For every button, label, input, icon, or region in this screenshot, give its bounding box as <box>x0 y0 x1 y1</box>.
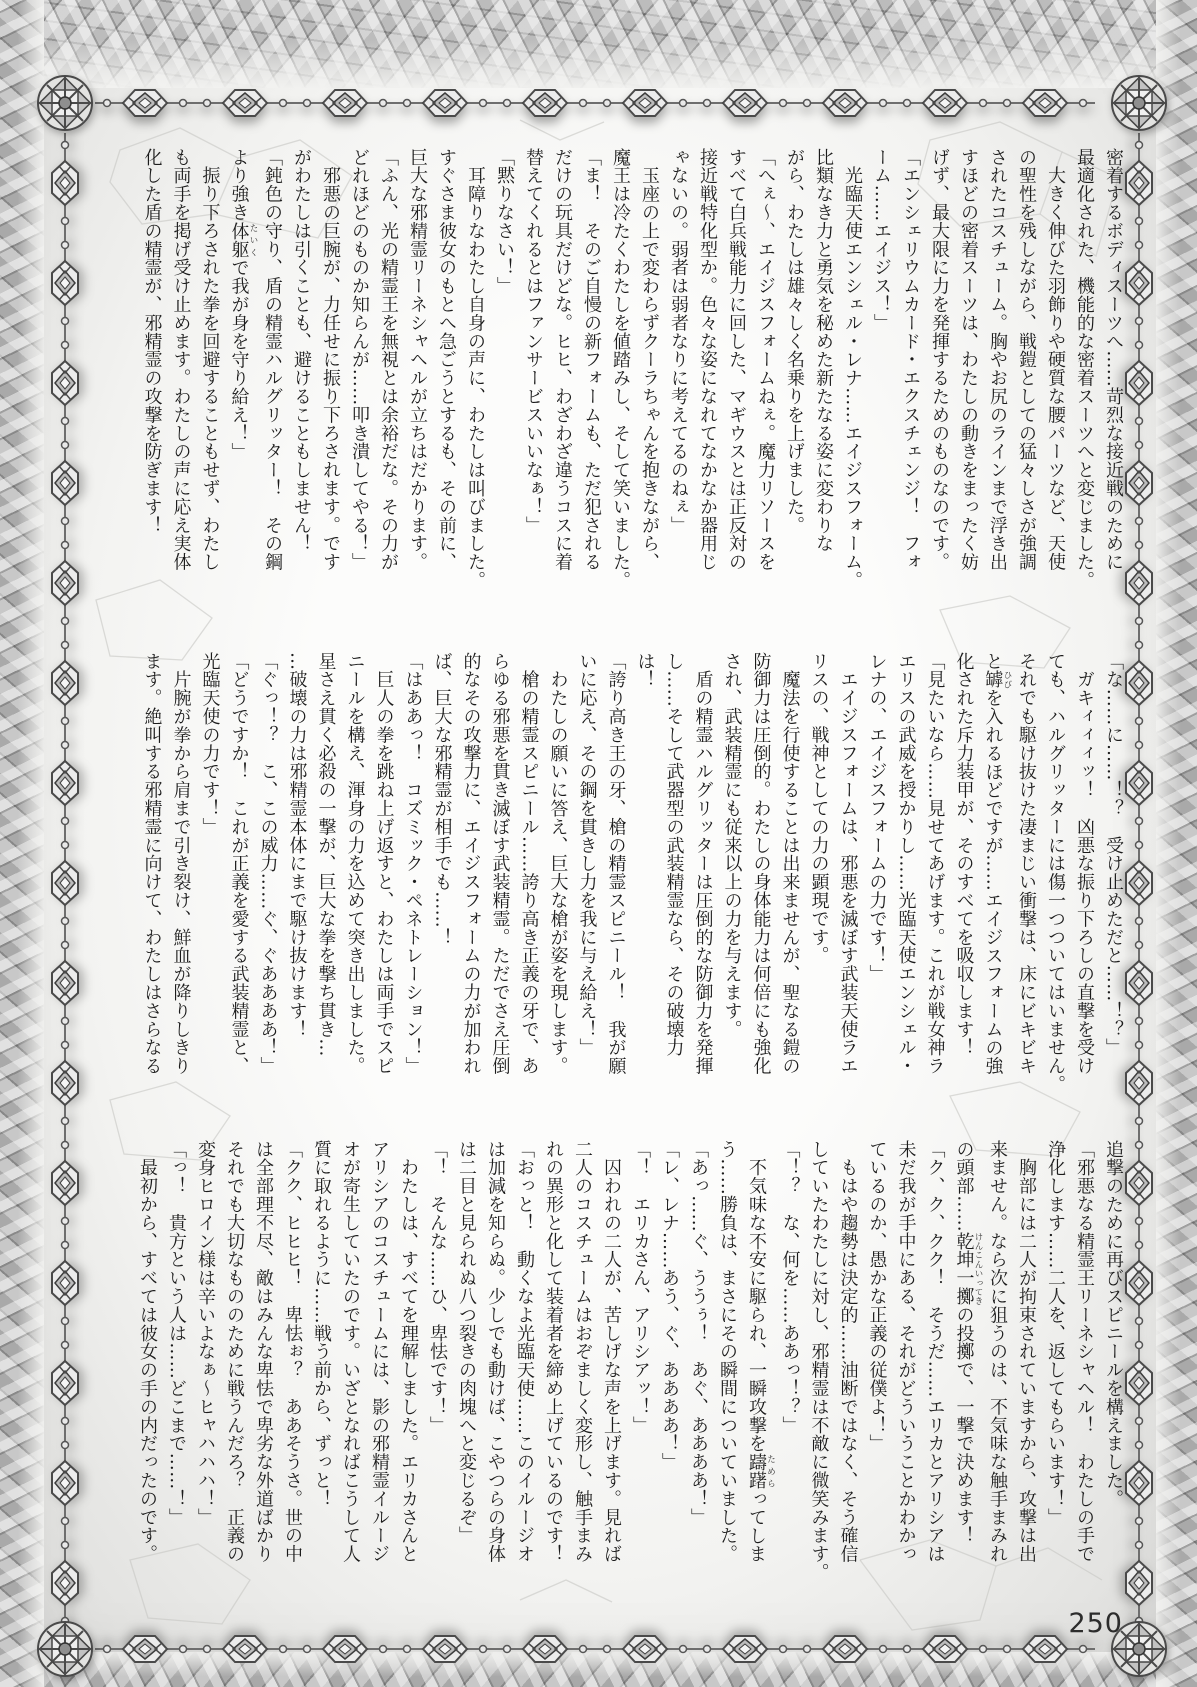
text-line: オが寄生していたのです。いざとなればこうして人 <box>340 1140 361 1564</box>
text-line: もはや趨勢は決定的……油断ではなく、そう確信 <box>837 1140 859 1564</box>
text-line: 邪悪の巨腕が、力任せに振り下ろされます。です <box>320 148 341 572</box>
text-line: 「見たいなら……見せてあげます。これが戦女神ラ <box>924 652 946 1076</box>
text-line: 「！？ な、何を……ああっ！？」 <box>779 1140 801 1435</box>
text-line: 浄化します……二人を、返してもらいます！」 <box>1045 1140 1066 1527</box>
corner-rosette-top-left-icon <box>35 73 95 133</box>
text-line: すほどの密着スーツは、わたしの動きをまったく妨 <box>958 148 979 572</box>
text-line: すべて白兵戦能力に回した、マギウスとは正反対の <box>726 148 747 572</box>
text-line: 的なその攻撃力に、エイジスフォームの力が加われ <box>460 652 482 1076</box>
text-line: 「黙りなさい！」 <box>494 148 515 296</box>
text-line: がら、わたしは雄々しく名乗りを上げました。 <box>784 148 805 535</box>
border-chain-top-ornament <box>95 88 1105 118</box>
text-line: 二人のコスチュームはおぞましく変形し、触手まみ <box>572 1140 593 1564</box>
text-line: 「あっ……ぐ、ううぅ！ あぐ、ああああ！」 <box>688 1140 709 1527</box>
decorative-frame-right <box>1156 0 1197 1687</box>
text-line: がわたしは引くことも、避けることもしません！ <box>291 148 312 553</box>
text-line: ニールを構え、渾身の力を込めて突き出しました。 <box>344 652 366 1076</box>
text-line: だけの玩具だけどな。ヒヒ、わざわざ違うコスに着 <box>552 148 573 572</box>
text-line: の聖性を残しながら、戦鎧としての猛々しさが強調 <box>1016 148 1037 572</box>
text-line: 追撃のために再びスピニールを構えました。 <box>1103 1140 1124 1508</box>
text-line: 「おっと！ 動くなよ光臨天使……このイルージオ <box>514 1140 535 1564</box>
text-line: 「ク、ク、クク！ そうだ……エリカとアリシアは <box>924 1140 946 1564</box>
text-line: れの異形と化して装着者を締め上げているのです！ <box>543 1140 564 1564</box>
text-line: より強き体躯たいくで我が身を守り給え！」 <box>228 148 258 461</box>
text-line: 「ぐっ！？ こ、この威力……ぐ、ぐああああ！」 <box>257 652 279 1076</box>
text-line: エリスの武威を授かりし……光臨天使エンシェル・ <box>895 652 917 1076</box>
text-line: ゃないの。弱者は弱者なりに考えてるのねぇ」 <box>668 148 689 535</box>
text-line: 振り下ろされた拳を回避することもせず、わたし <box>199 148 221 572</box>
text-line: 巨大な邪精霊リーネシャヘルが立ちはだかります。 <box>407 148 428 572</box>
text-line: ば、巨大な邪精霊が相手でも……！ <box>431 652 453 947</box>
text-line: レナの、エイジスフォームの力です！」 <box>866 652 888 984</box>
text-band-3 <box>132 1140 1128 1610</box>
text-line: 質に取れるように……戦う前から、ずっと！ <box>311 1140 332 1508</box>
text-line: わたしの願いに答え、巨大な槍が姿を現します。 <box>547 652 569 1076</box>
decorative-frame-top <box>0 0 1197 88</box>
text-line: どれほどのものか知らんが……叩き潰してやる！」 <box>349 148 370 572</box>
decorative-frame-left <box>0 0 44 1687</box>
text-line: 接近戦特化型か。色々な姿になれてなかなか器用じ <box>697 148 718 572</box>
text-line: 化された斥力装甲が、そのすべてを吸収します！ <box>953 652 975 1057</box>
border-chain-bottom-ornament <box>95 1634 1105 1664</box>
text-line: 「！ エリカさん、アリシアッ！」 <box>630 1140 651 1435</box>
text-line: 「はああっ！ コズミック・ペネトレーション！」 <box>402 652 424 1076</box>
text-line: すぐさま彼女のもとへ急ごうとするも、その前に、 <box>436 148 457 572</box>
text-line: 「へぇ〜、エイジスフォームねぇ。魔力リソースを <box>755 148 776 572</box>
text-line: 大きく伸びた羽飾りや硬質な腰パーツなど、天使 <box>1045 148 1066 572</box>
text-line: し……そして武器型の武装精霊なら、その破壊力 <box>663 652 685 1057</box>
text-line: は！ <box>634 652 656 689</box>
text-band-2 <box>132 652 1128 1122</box>
text-line: 密着するボディスーツへ……苛烈な接近戦のために <box>1103 148 1124 572</box>
text-line: 耳障りなわたし自身の声に、わたしは叫びました。 <box>465 148 486 590</box>
text-line: 最初から、すべては彼女の手の内だったのです。 <box>137 1140 158 1564</box>
text-line: 盾の精霊ハルグリッターは圧倒的な防御力を発揮 <box>692 652 714 1076</box>
text-line: は全部理不尽、敵はみんな卑怯で卑劣な外道ばかり <box>253 1140 274 1564</box>
text-line: 「！ そんな……ひ、卑怯です！」 <box>427 1140 448 1435</box>
corner-rosette-top-right-icon <box>1109 73 1169 133</box>
text-line: げず、最大限に力を発揮するためのものなのです。 <box>929 148 950 572</box>
text-line: 「ふん、光の精霊王を無視とは余裕だな。その力が <box>378 148 399 572</box>
text-line: 光臨天使エンシェル・レナ……エイジスフォーム。 <box>842 148 863 590</box>
text-line: と罅ひびを入れるほどですが……エイジスフォームの強 <box>982 652 1012 1076</box>
text-line: 「邪悪なる精霊王リーネシャヘル！ わたしの手で <box>1074 1140 1095 1564</box>
text-line: 変身ヒロイン様は辛いよなぁ〜ヒャハハハ！」 <box>195 1140 216 1527</box>
text-line: 槍の精霊スピニール……誇り高き正義の牙で、あ <box>518 652 540 1076</box>
border-chain-right-ornament <box>1124 133 1154 1638</box>
text-line: 「クク、ヒヒヒ！ 卑怯ぉ？ ああそうさ。世の中 <box>282 1140 303 1564</box>
text-line: 魔王は冷たくわたしを値踏みし、そして笑いました。 <box>610 148 631 590</box>
text-line: 化した盾の精霊が、邪精霊の攻撃を防ぎます！ <box>141 148 163 535</box>
text-line: は二目と見られぬ八つ裂きの肉塊へと変じるぞ」 <box>456 1140 477 1545</box>
text-line: いに応え、その鋼を貫きし力を我に与え給え！」 <box>576 652 598 1057</box>
text-line: 星さえ貫く必殺の一撃が、巨大な拳を撃ち貫き… <box>315 652 337 1057</box>
text-line: それでも大切なもののために戦うんだろ？ 正義の <box>224 1140 245 1564</box>
text-line: らゆる邪悪を貫き滅ぼす武装精霊。ただでさえ圧倒 <box>489 652 511 1076</box>
text-line: ても、ハルグリッターには傷一つついてはいません。 <box>1045 652 1066 1094</box>
text-line: 替えてくれるとはファンサービスいいなぁ！」 <box>523 148 544 535</box>
text-line: 未だ我が手中にある、それがどういうことかわかっ <box>895 1140 917 1564</box>
text-line: も両手を掲げ受け止めます。わたしの声に応え実体 <box>170 148 192 572</box>
text-line: わたしは、すべてを理解しました。エリカさんと <box>398 1140 419 1564</box>
text-line: リスの、戦神としての力の顕現です。 <box>808 652 830 965</box>
text-line: していたわたしに対し、邪精霊は不敵に微笑みます。 <box>808 1140 830 1582</box>
page-number: 250 <box>1068 1608 1123 1639</box>
text-line: 最適化された、機能的な密着スーツへと変じました。 <box>1074 148 1095 590</box>
text-line: 「っ！ 貴方という人は……どこまで……！」 <box>166 1140 187 1527</box>
text-line: は加減を知らぬ。少しでも動けば、こやつらの身体 <box>485 1140 506 1564</box>
text-line: 「誇り高き王の牙、槍の精霊スピニール！ 我が願 <box>605 652 627 1076</box>
text-line: ているのか、愚かな正義の従僕よ！」 <box>866 1140 888 1453</box>
text-line: 胸部には二人が拘束されていますから、攻撃は出 <box>1016 1140 1037 1564</box>
border-chain-left-ornament <box>50 133 80 1638</box>
text-line: 片腕が拳から肩まで引き裂け、鮮血が降りしきり <box>170 652 192 1076</box>
text-line: アリシアのコスチュームには、影の邪精霊イルージ <box>369 1140 390 1564</box>
text-line: の頭部……乾坤一擲けんこんいってきの投擲で、一撃で決めます！ <box>953 1140 983 1545</box>
text-line: ガキィィィッ！ 凶悪な振り下ろしの直撃を受け <box>1074 652 1095 1076</box>
text-line: 「な……に……！？ 受け止めただと……！？」 <box>1103 652 1124 1057</box>
text-band-1 <box>132 148 1128 618</box>
text-line: ーム……エイジス！」 <box>871 148 892 332</box>
text-line: 光臨天使の力です！」 <box>199 652 221 836</box>
text-line: されたコスチューム。胸やお尻のラインまで浮き出 <box>987 148 1008 572</box>
text-line: う……勝負は、まさにその瞬間についていました。 <box>717 1140 738 1564</box>
text-line: 魔法を行使することは出来ませんが、聖なる鎧の <box>779 652 801 1076</box>
text-line: エイジスフォームは、邪悪を滅ぼす武装天使ラエ <box>837 652 859 1076</box>
text-line: …破壊の力は邪精霊本体にまで駆け抜けます！ <box>286 652 308 1039</box>
text-line: 巨人の拳を跳ね上げ返すと、わたしは両手でスピ <box>373 652 395 1076</box>
text-line: 玉座の上で変わらずクーラちゃんを抱きながら、 <box>639 148 660 572</box>
text-line: 「エンシェリウムカード・エクスチェンジ！ フォ <box>900 148 921 572</box>
text-line: 「ま！ そのご自慢の新フォームも、ただ犯される <box>581 148 602 572</box>
text-line: 来ません。なら次に狙うのは、不気味な触手まみれ <box>987 1140 1008 1564</box>
text-line: 「レ、レナ……あう、ぐ、ああああ！」 <box>659 1140 680 1472</box>
text-line: 比類なき力と勇気を秘めた新たなる姿に変わりな <box>813 148 834 553</box>
text-line: 不気味な不安に駆られ、一瞬攻撃を躊躇ためらってしま <box>746 1140 776 1564</box>
text-line: 「どうですか！ これが正義を愛する武装精霊と、 <box>228 652 250 1076</box>
text-line: それでも駆け抜けた凄まじい衝撃は、床にビキビキ <box>1016 652 1037 1076</box>
text-line: 「鈍色の守り、盾の精霊ハルグリッター！ その鋼 <box>262 148 283 572</box>
corner-rosette-bottom-left-icon <box>35 1619 95 1679</box>
text-line: 囚われの二人が、苦しげな声を上げます。見れば <box>601 1140 622 1564</box>
text-line: され、武装精霊にも従来以上の力を与えます。 <box>721 652 743 1039</box>
text-line: ます。絶叫する邪精霊に向けて、わたしはさらなる <box>141 652 163 1076</box>
text-line: 防御力は圧倒的。わたしの身体能力は何倍にも強化 <box>750 652 772 1076</box>
